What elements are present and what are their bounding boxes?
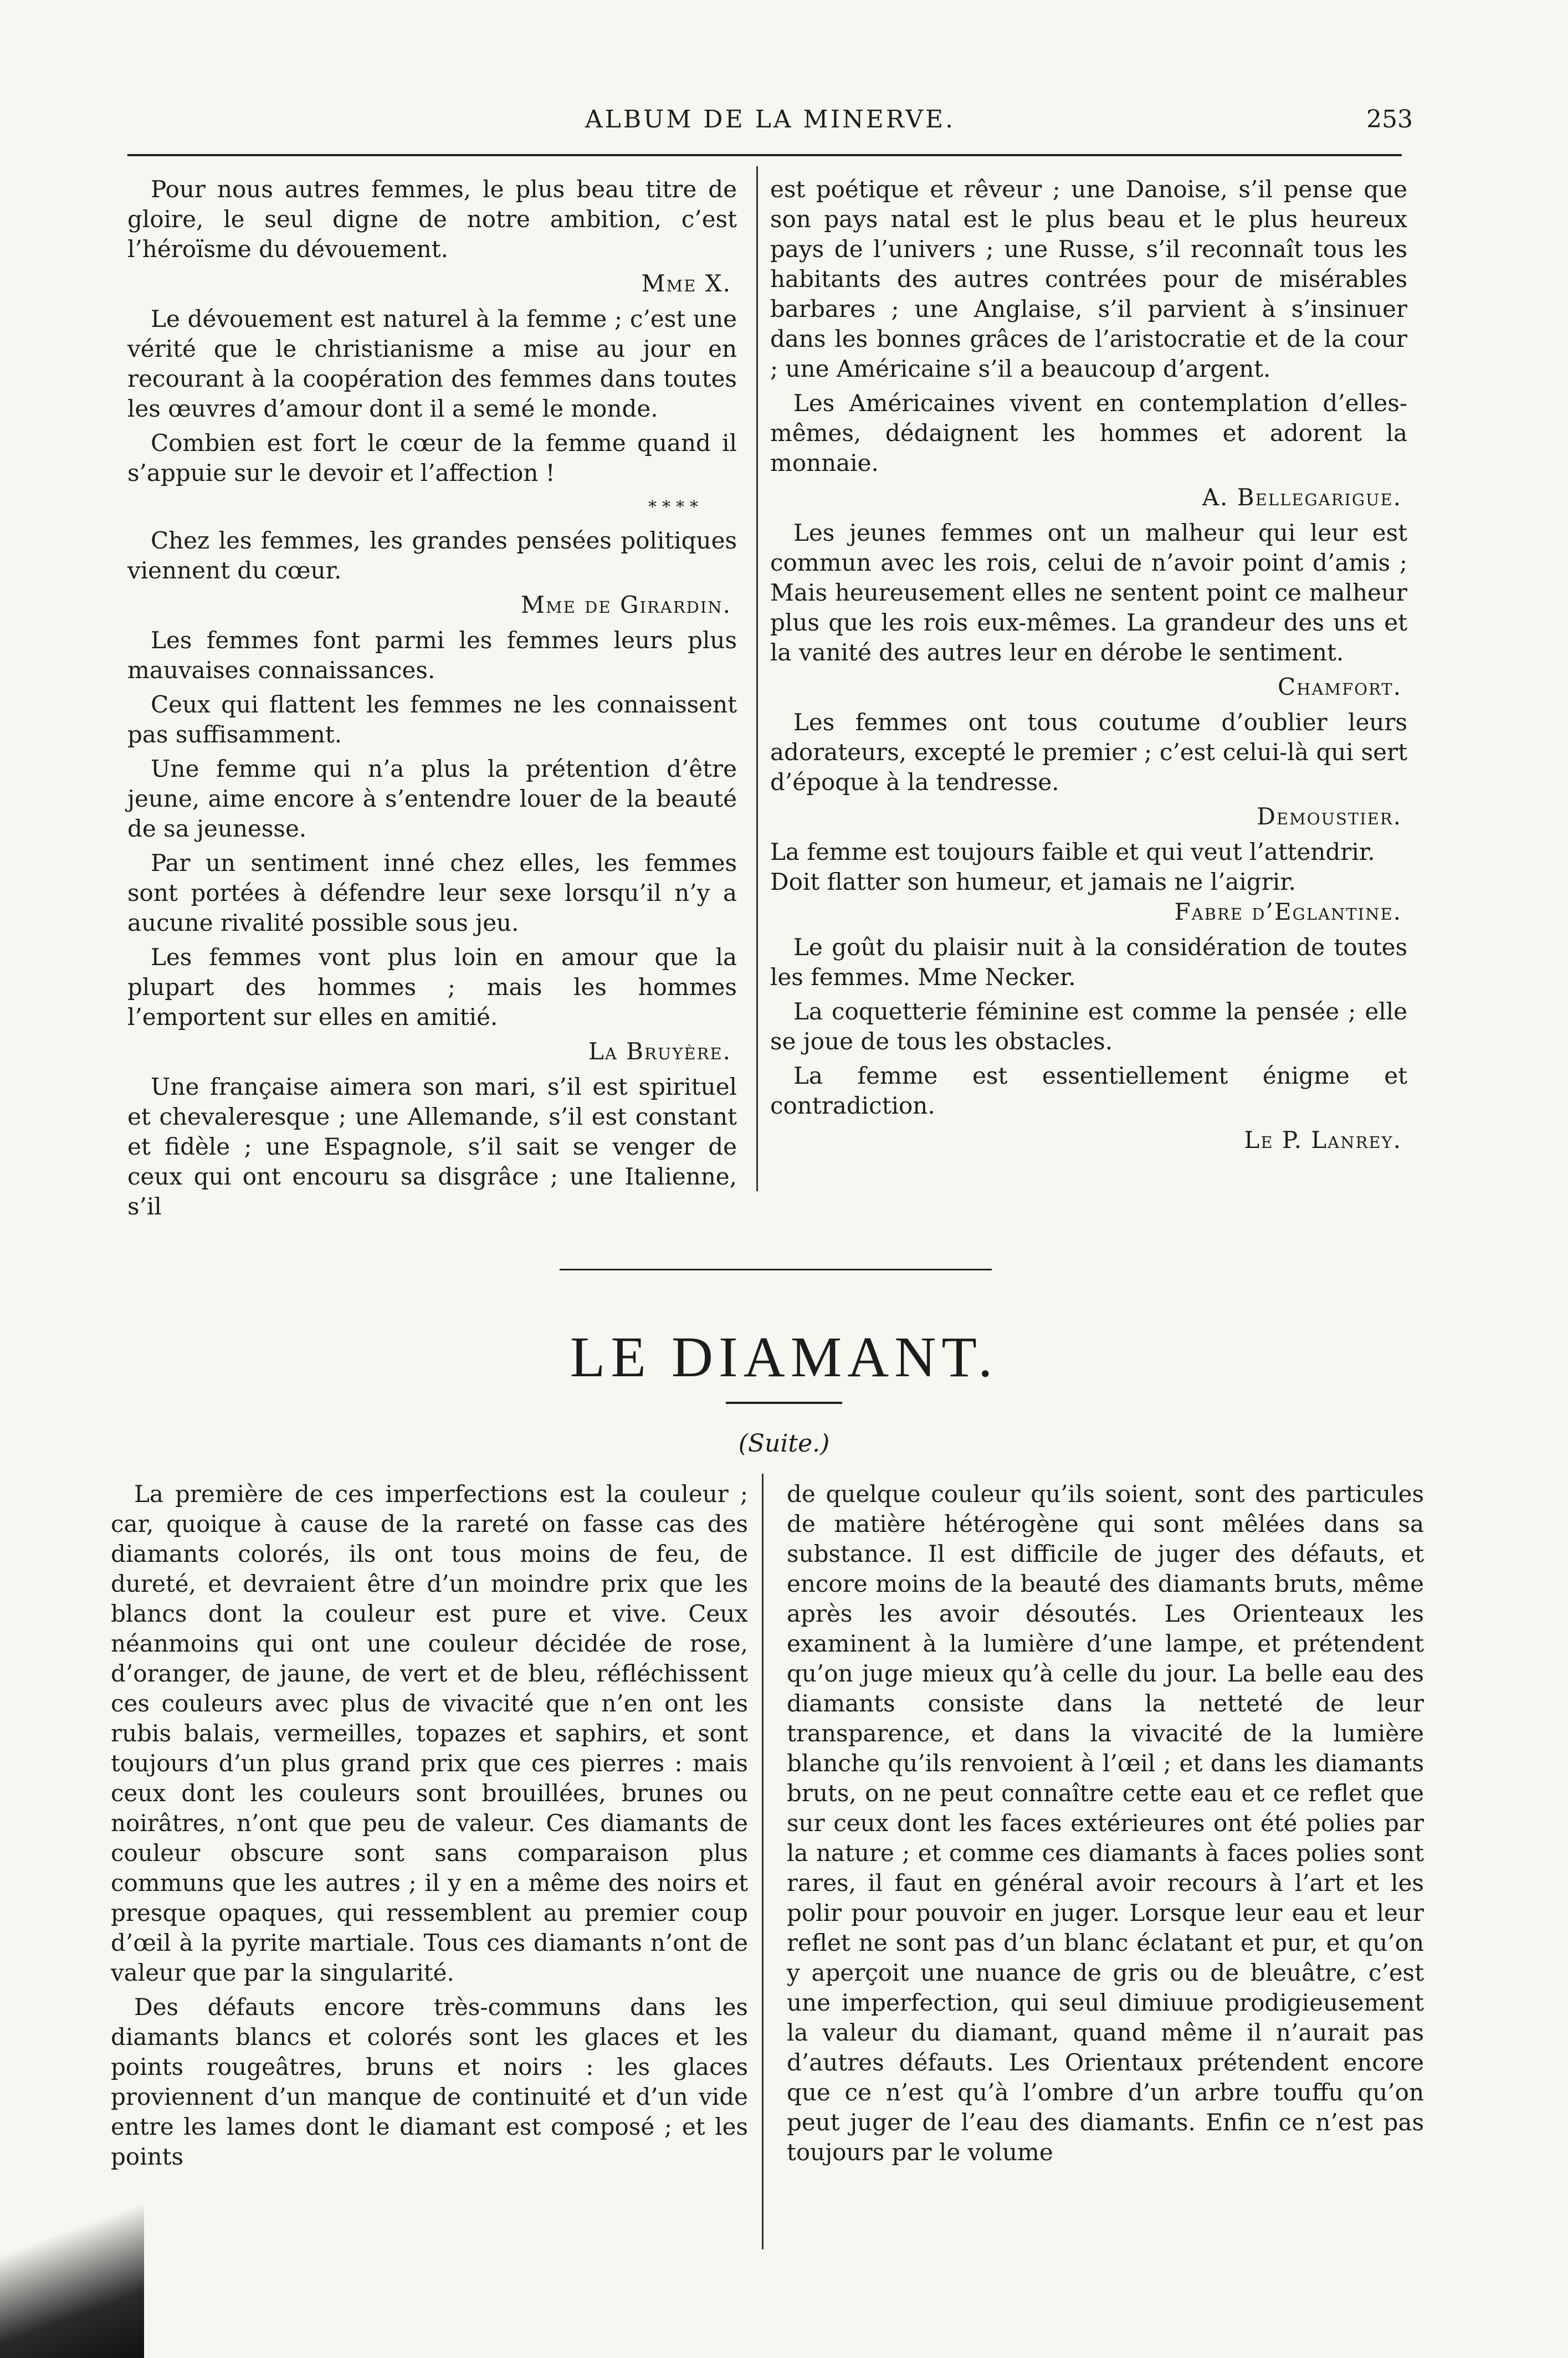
quote-attribution: A. Bellegarigue.: [1202, 484, 1402, 511]
article-column-right: [787, 1479, 1424, 2172]
paragraph: Les Américaines vivent en contemplation d’elles-mêmes, dédaignent les hommes et adorent la monnaie.: [770, 389, 1407, 476]
article-subtitle: (Suite.): [738, 1429, 830, 1458]
paragraph: Les jeunes femmes ont un malheur qui leur est commun avec les rois, celui de n’avoir point d’amis ; Mais heureusement elles ne sentent point ce malheur plus que les rois eux-mêmes. La grandeur des uns et la vanité des autres leur en dérobe le sentiment.: [770, 519, 1407, 666]
paragraph: La femme est essentiellement énigme et contradiction.: [770, 1062, 1407, 1119]
running-title: ALBUM DE LA MINERVE.: [585, 105, 956, 134]
paragraph: Ceux qui flattent les femmes ne les connaissent pas suffisamment.: [127, 691, 737, 748]
section-separator: [560, 1269, 992, 1270]
paragraph: La première de ces imperfections est la couleur ; car, quoique à cause de la rareté on fasse cas des diamants colorés, ils ont tous moins de feu, de dureté, et devraient être d’un moindre prix que les blancs dont la couleur est pure et vive. Ceux néanmoins qui ont une couleur décidée de rose, d’oranger, de jaune, de vert et de bleu, réfléchissent ces couleurs avec plus de vivacité que n’en ont les rubis balais, vermeilles, topazes et saphirs, et sont toujours d’un plus grand prix que ces pierres : mais ceux dont les couleurs sont brouillées, brunes ou noirâtres, n’ont que peu de valeur. Ces diamants de couleur obscure sont sans comparaison plus communs que les autres ; il y en a même des noirs et presque opaques, qui ressemblent au premier coup d’œil à la pyrite martiale. Tous ces diamants n’ont de valeur que par la singularité.: [111, 1480, 748, 1986]
paragraph: Pour nous autres femmes, le plus beau titre de gloire, le seul digne de notre ambition, c’est l’héroïsme du dévouement.: [127, 176, 737, 263]
paragraph: de quelque couleur qu’ils soient, sont des particules de matière hétérogène qui sont mêlées dans sa substance. Il est difficile de juger des défauts, et encore moins de la beauté des diamants bruts, même après les avoir désoutés. Les Orienteaux les examinent à la lumière d’une lampe, et prétendent qu’on juge mieux qu’à celle du jour. La belle eau des diamants consiste dans la netteté de leur transparence, et dans la vivacité de la lumière blanche qu’ils renvoient à l’œil ; et dans les diamants bruts, on ne peut connaître cette eau et ce reflet que sur ceux dont les faces extérieures ont été polies par la nature ; et comme ces diamants à faces polies sont rares, il faut en général avoir recours à l’art et les polir pour pouvoir en juger. Lorsque leur eau et leur reflet ne sont pas d’un blanc éclatant et pur, et qu’on y aperçoit une nuance de gris ou de bleuâtre, c’est une imperfection, qui seul dimiuue prodigieusement la valeur du diamant, quand même il n’aurait pas d’autres défauts. Les Orientaux prétendent encore que ce n’est qu’à l’ombre d’un arbre touffu qu’on peut juger de l’eau des diamants. Enfin ce n’est pas toujours par le volume: [787, 1480, 1424, 2166]
quote-attribution: Mme X.: [641, 270, 731, 297]
paragraph: Par un sentiment inné chez elles, les femmes sont portées à défendre leur sexe lorsqu’il n’y a aucune rivalité possible sous jeu.: [127, 849, 737, 936]
quote-attribution: Mme de Girardin.: [520, 591, 731, 618]
verse-line: Doit flatter son humeur, et jamais ne l’aigrir.: [770, 868, 1297, 895]
quote-attribution: Le P. Lanrey.: [1244, 1126, 1402, 1154]
quote-attribution: Fabre d’Eglantine.: [1174, 898, 1402, 925]
asterism: ****: [648, 498, 704, 517]
page-number: 253: [1366, 105, 1413, 134]
paragraph: Le goût du plaisir nuit à la considération de toutes les femmes. Mme Necker.: [770, 934, 1407, 991]
quote-attribution: La Bruyère.: [588, 1038, 731, 1065]
paragraph: Une française aimera son mari, s’il est spirituel et chevaleresque ; une Allemande, s’il est constant et fidèle ; une Espagnole, s’il sait se venger de ceux qui ont encouru sa disgrâce ; une Italienne, s’il: [127, 1073, 737, 1220]
page-shadow: [0, 2188, 144, 2358]
title-rule: [726, 1402, 842, 1404]
paragraph: Les femmes vont plus loin en amour que la plupart des hommes ; mais les hommes l’emportent sur elles en amitié.: [127, 944, 737, 1031]
column-divider-bottom: [762, 1474, 763, 2249]
paragraph: est poétique et rêveur ; une Danoise, s’il pense que son pays natal est le plus beau et le plus heureux pays de l’univers ; une Russe, s’il reconnaît tous les habitants des autres contrées pour de misérables barbares ; une Anglaise, s’il parvient à s’insinuer dans les bonnes grâces de l’aristocratie et de la cour ; une Américaine s’il a beaucoup d’argent.: [770, 176, 1407, 382]
column-divider-top: [756, 166, 758, 1191]
verse-line: La femme est toujours faible et qui veut l’attendrir.: [770, 838, 1375, 865]
paragraph: Des défauts encore très-communs dans les diamants blancs et colorés sont les glaces et les points rougeâtres, bruns et noirs : les glaces proviennent d’un manque de continuité et d’un vide entre les lames dont le diamant est composé ; et les points: [111, 1993, 748, 2170]
paragraph: La coquetterie féminine est comme la pensée ; elle se joue de tous les obstacles.: [770, 998, 1407, 1055]
paragraph: Le dévouement est naturel à la femme ; c’est une vérité que le christianisme a mise au jour en recourant à la coopération des femmes dans toutes les œuvres d’amour dont il a semé le monde.: [127, 305, 737, 422]
header-rule: [127, 154, 1402, 156]
article-column-left: [111, 1479, 748, 2176]
quote-attribution: Demoustier.: [1257, 803, 1402, 830]
article-title: LE DIAMANT.: [570, 1325, 998, 1389]
quotes-column-left: [127, 175, 737, 1226]
paragraph: Les femmes font parmi les femmes leurs plus mauvaises connaissances.: [127, 627, 737, 684]
quotes-column-right: [770, 175, 1407, 1161]
quote-attribution: Chamfort.: [1278, 673, 1402, 700]
paragraph: Chez les femmes, les grandes pensées politiques viennent du cœur.: [127, 527, 737, 584]
paragraph: Combien est fort le cœur de la femme quand il s’appuie sur le devoir et l’affection !: [127, 429, 737, 486]
running-header: [127, 105, 1413, 150]
paragraph: Les femmes ont tous coutume d’oublier leurs adorateurs, excepté le premier ; c’est celui-là qui sert d’époque à la tendresse.: [770, 709, 1407, 796]
paragraph: Une femme qui n’a plus la prétention d’être jeune, aime encore à s’entendre louer de la beauté de sa jeunesse.: [127, 755, 737, 842]
